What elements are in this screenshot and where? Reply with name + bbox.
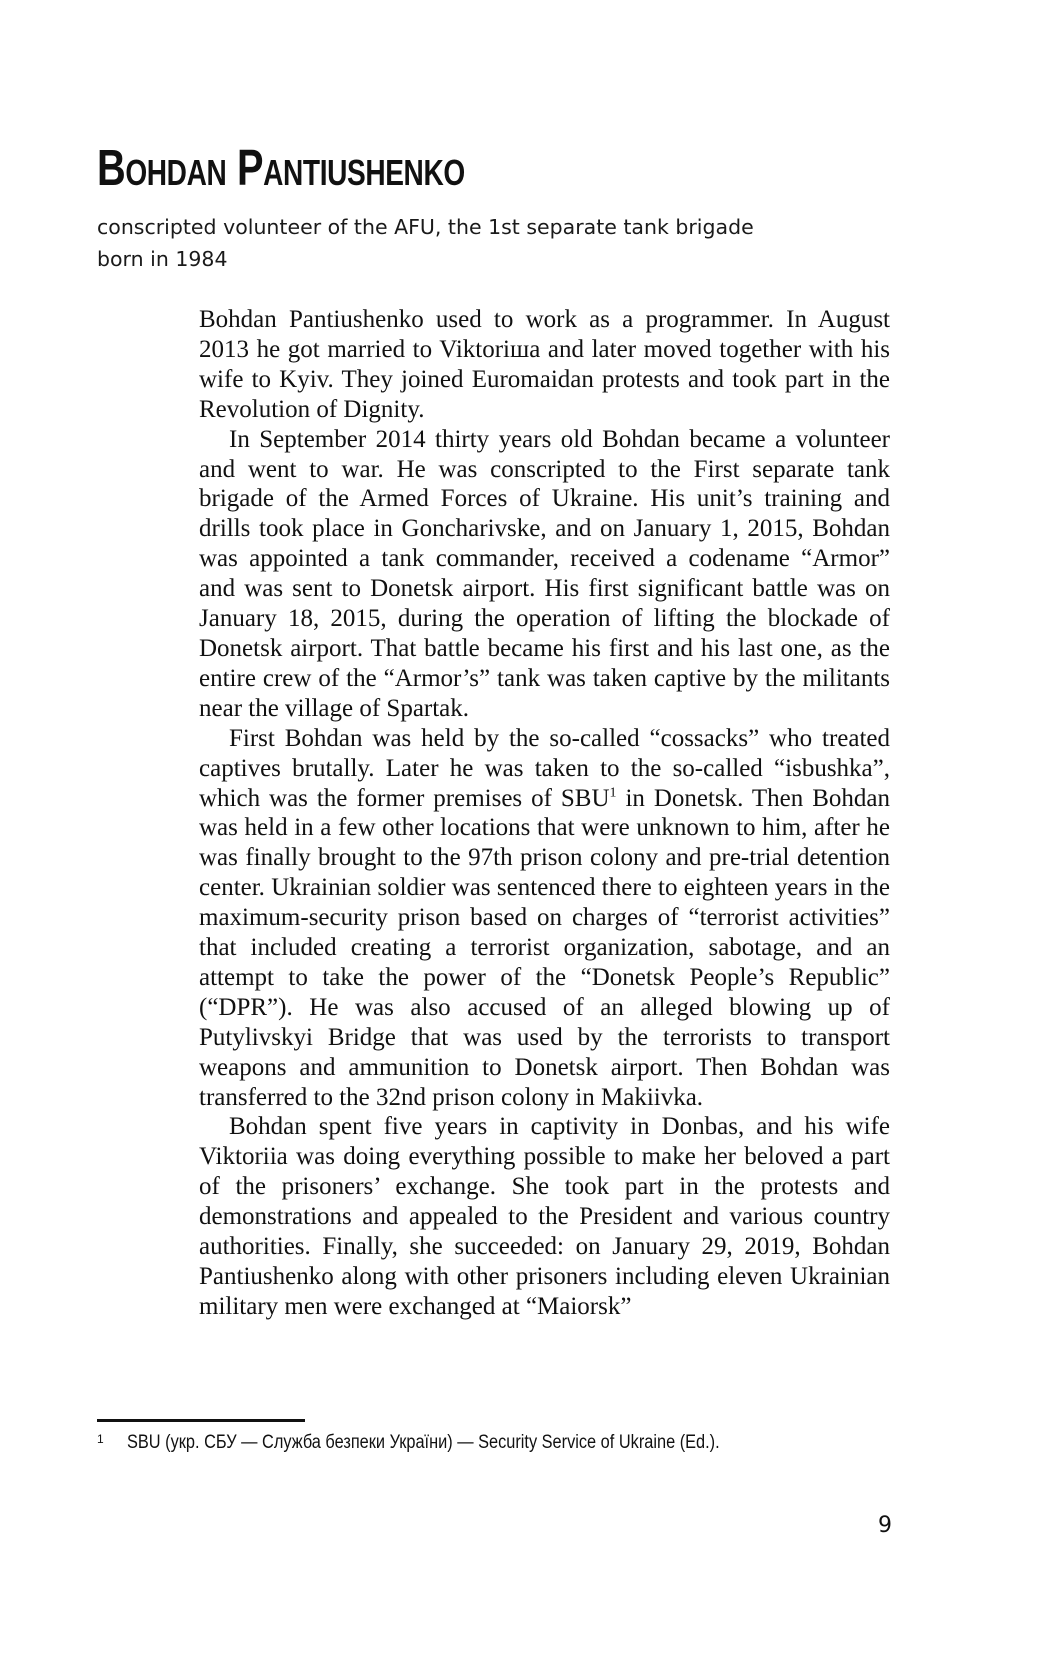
footnote-marker: 1 bbox=[97, 1432, 104, 1446]
paragraph-3-text-start: First Bohdan was held by the so-called “cossacks” who treated captives brutally. Later he was taken to the so-called “isbushka”, which was the former premises of SBU bbox=[199, 724, 890, 812]
page-title: Bohdan Pantiushenko bbox=[97, 139, 465, 196]
paragraph-1: Bohdan Pantiushenko used to work as a programmer. In August 2013 he got married to Viktoriша and later moved together with his wife to Kyiv. They joined Euromaidan protests and took part in the Revolution of Dignity. bbox=[199, 306, 890, 423]
subtitle-line-birth: born in 1984 bbox=[97, 247, 228, 271]
paragraph-3-text-end: Then Bohdan was held in a few other locations that were unknown to him, after he was finally brought to the 97th prison colony and pre-trial detention center. Ukrainian soldier was sentenced there to eighteen years in the maximum-security prison based on charges of “terrorist activities” that included creating a terrorist organization, sabotage, and an attempt to take the power of the “Donetsk People’s Republic” (“DPR”). He was also accused of an alleged blowing up of Putylivskyi Bridge that was used by the terrorists to transport weapons and ammunition to Donetsk airport. Then Bohdan was transferred to the 32nd prison colony in Makiivka. bbox=[199, 784, 890, 1111]
body-text bbox=[199, 305, 890, 1322]
footnote bbox=[97, 1429, 957, 1457]
footnote-text: SBU (укр. СБУ — Служба безпеки України) — Security Service of Ukraine (Ed.). bbox=[127, 1432, 720, 1453]
footnote-ref-mark: 1 bbox=[609, 785, 617, 801]
footnote-divider bbox=[97, 1419, 305, 1422]
paragraph-4: Bohdan spent five years in captivity in Donbas, and his wife Viktoriia was doing everything possible to make her beloved a part of the prisoners’ exchange. She took part in the protests and demonstrations and appealed to the President and various country authorities. Finally, she succeeded: on January 29, 2019, Bohdan Pantiushenko along with other prisoners including eleven Ukrainian military men were exchanged at “Maiorsk” bbox=[199, 1113, 890, 1320]
paragraph-2: In September 2014 thirty years old Bohdan became a volunteer and went to war. He was conscripted to the First separate tank brigade of the Armed Forces of Ukraine. His unit’s training and drills took place in Goncharivske, and on January 1, 2015, Bohdan was appointed a tank commander, received a codename “Armor” and was sent to Donetsk airport. His first significant battle was on January 18, 2015, during the operation of lifting the blockade of Donetsk airport. That battle became his first and his last one, as the entire crew of the “Armor’s” tank was taken captive by the militants near the village of Spartak. bbox=[199, 425, 890, 722]
page-number: 9 bbox=[878, 1513, 892, 1538]
paragraph-3 bbox=[199, 724, 890, 1113]
paragraph-3-text-ref-tail: in Donetsk. bbox=[616, 784, 744, 812]
subtitle bbox=[97, 211, 897, 275]
subtitle-line-role: conscripted volunteer of the AFU, the 1st separate tank brigade bbox=[97, 215, 754, 239]
